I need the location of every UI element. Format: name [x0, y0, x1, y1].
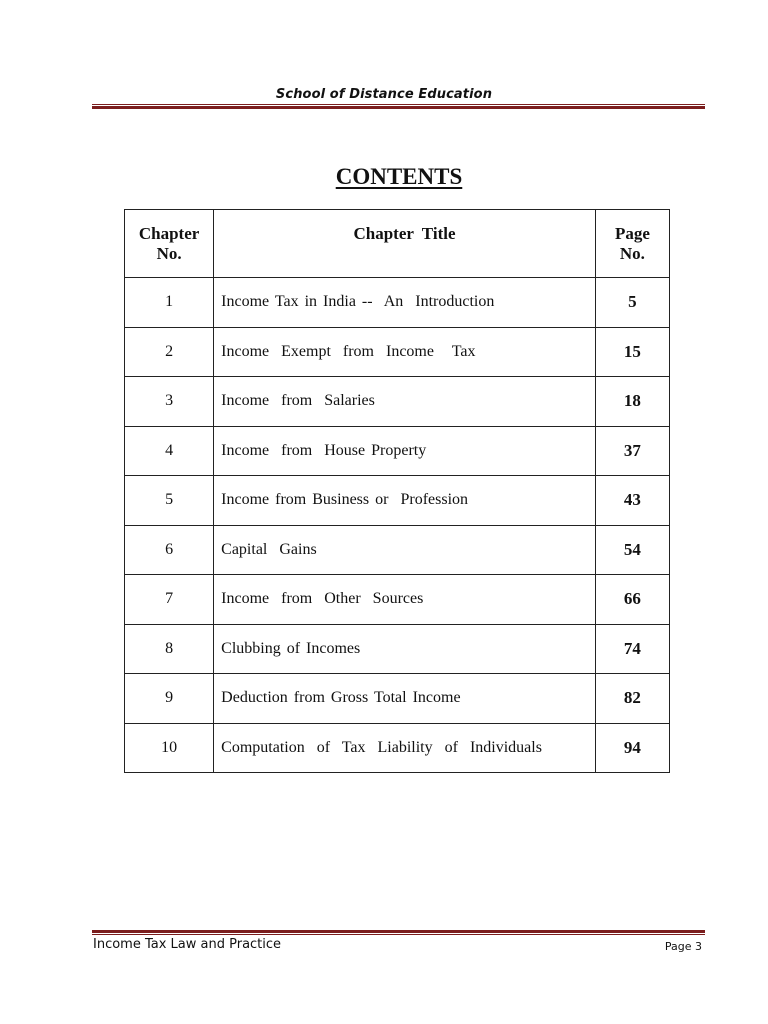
- footer-book-title: Income Tax Law and Practice: [93, 937, 282, 952]
- table-row: [125, 377, 670, 427]
- chapter-number: 9: [125, 674, 214, 724]
- chapter-title: Capital Gains: [214, 525, 596, 575]
- chapter-title: Income from Salaries: [214, 377, 596, 427]
- header-title: School of Distance Education: [275, 87, 493, 102]
- chapter-number: 10: [125, 723, 214, 773]
- table-row: [125, 327, 670, 377]
- chapter-page: 82: [595, 674, 669, 724]
- header-chapter-no: [125, 210, 214, 278]
- table-row: [125, 476, 670, 526]
- footer-rule: [92, 930, 705, 935]
- table-header-row: [125, 210, 670, 278]
- chapter-number: 7: [125, 575, 214, 625]
- chapter-title: Deduction from Gross Total Income: [214, 674, 596, 724]
- chapter-page: 5: [595, 278, 669, 328]
- chapter-number: 8: [125, 624, 214, 674]
- chapter-number: 5: [125, 476, 214, 526]
- chapter-page: 74: [595, 624, 669, 674]
- table-row: [125, 575, 670, 625]
- chapter-title: Income from Other Sources: [214, 575, 596, 625]
- table-row: [125, 624, 670, 674]
- table-row: [125, 278, 670, 328]
- chapter-page: 18: [595, 377, 669, 427]
- chapter-number: 2: [125, 327, 214, 377]
- header-chapter-title: [214, 210, 596, 278]
- chapter-number: 1: [125, 278, 214, 328]
- chapter-number: 4: [125, 426, 214, 476]
- table-body: [125, 278, 670, 773]
- contents-title: CONTENTS: [335, 164, 463, 189]
- chapter-title: Income Exempt from Income Tax: [214, 327, 596, 377]
- table-row: [125, 674, 670, 724]
- header-rule: [92, 104, 705, 109]
- chapter-page: 66: [595, 575, 669, 625]
- chapter-page: 15: [595, 327, 669, 377]
- table-row: [125, 723, 670, 773]
- chapter-page: 43: [595, 476, 669, 526]
- chapter-number: 3: [125, 377, 214, 427]
- header-page-no: [595, 210, 669, 278]
- chapter-page: 94: [595, 723, 669, 773]
- chapter-page: 54: [595, 525, 669, 575]
- table-row: [125, 525, 670, 575]
- header-page-no-label: Page No.: [614, 224, 650, 263]
- header-chapter-title-label: Chapter Title: [353, 224, 456, 243]
- chapter-title: Clubbing of Incomes: [214, 624, 596, 674]
- footer-page-number: Page 3: [664, 940, 702, 953]
- chapter-title: Income Tax in India -- An Introduction: [214, 278, 596, 328]
- chapter-title: Income from House Property: [214, 426, 596, 476]
- table-row: [125, 426, 670, 476]
- chapter-number: 6: [125, 525, 214, 575]
- contents-table: [124, 209, 670, 773]
- chapter-page: 37: [595, 426, 669, 476]
- header-chapter-no-label: Chapter No.: [138, 224, 200, 263]
- chapter-title: Income from Business or Profession: [214, 476, 596, 526]
- chapter-title: Computation of Tax Liability of Individuals: [214, 723, 596, 773]
